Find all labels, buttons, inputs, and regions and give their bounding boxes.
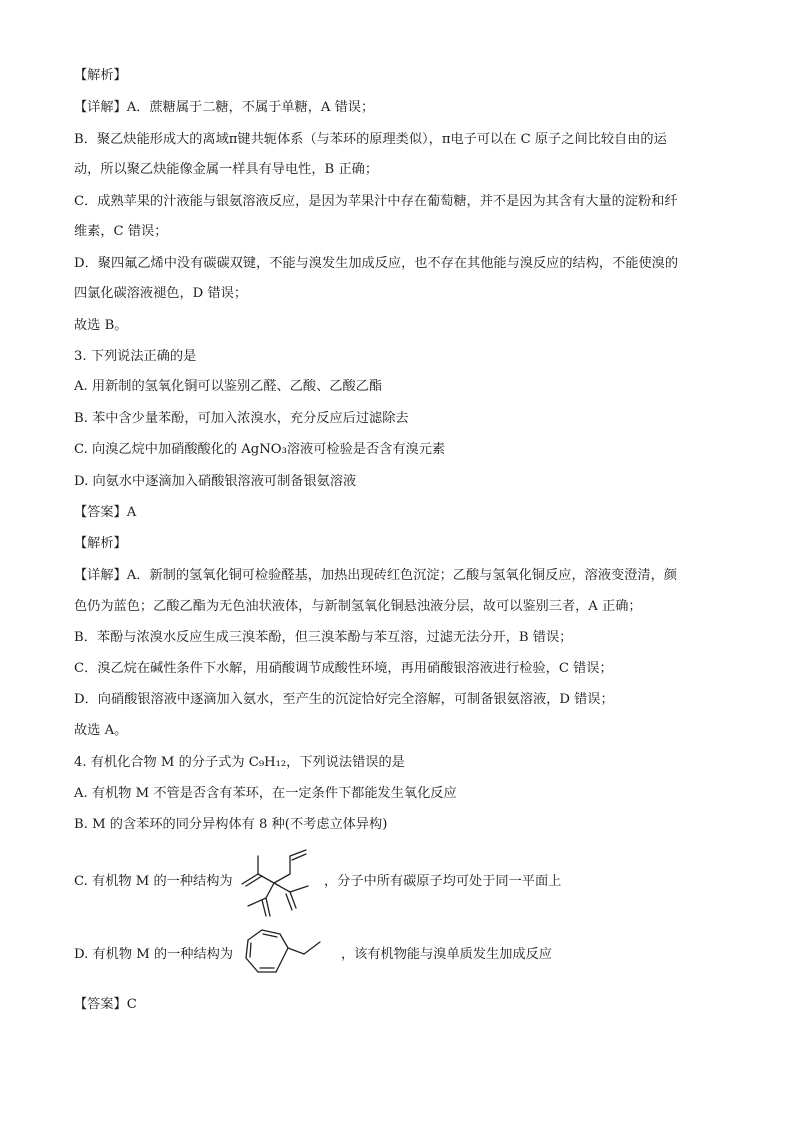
question-3-stem: 3. 下列说法正确的是 [74, 349, 197, 364]
conclusion-line: 故选 B。 [74, 318, 128, 333]
question-4-option-d-prefix: D. 有机物 M 的一种结构为 [74, 947, 234, 962]
explanation-line: 四氯化碳溶液褪色，D 错误； [74, 286, 248, 301]
question-4-option-b: B. M 的含苯环的同分异构体有 8 种(不考虑立体异构) [74, 817, 388, 832]
explanation-line: 维素，C 错误； [74, 224, 168, 239]
explanation-line: D．聚四氟乙烯中没有碳碳双键，不能与溴发生加成反应，也不存在其他能与溴反应的结构，不能使溴的 [74, 256, 679, 271]
explanation-line: 【详解】A．新制的氢氧化铜可检验醛基，加热出现砖红色沉淀；乙酸与氢氧化铜反应，溶液变澄清，颜 [74, 568, 677, 583]
question-3-option-d: D. 向氨水中逐滴加入硝酸银溶液可制备银氨溶液 [74, 474, 357, 489]
section-analysis-heading: 【解析】 [74, 536, 127, 551]
section-analysis-heading: 【解析】 [74, 68, 127, 83]
explanation-line: 动，所以聚乙炔能像金属一样具有导电性，B 正确； [74, 162, 379, 177]
tetravinylmethane-structure [236, 848, 312, 918]
question-3-option-a: A. 用新制的氢氧化铜可以鉴别乙醛、乙酸、乙酸乙酯 [74, 379, 383, 394]
explanation-line: B．苯酚与浓溴水反应生成三溴苯酚，但三溴苯酚与苯互溶，过滤无法分开，B 错误； [74, 630, 573, 645]
explanation-line: 【详解】A．蔗糖属于二糖，不属于单糖，A 错误； [74, 100, 375, 115]
conclusion-line: 故选 A。 [74, 723, 128, 738]
question-4-option-c-prefix: C. 有机物 M 的一种结构为 [74, 874, 233, 889]
answer-line: 【答案】C [74, 997, 137, 1012]
explanation-line: 色仍为蓝色；乙酸乙酯为无色油状液体，与新制氢氧化铜悬浊液分层，故可以鉴别三者，A 正确； [74, 599, 642, 614]
explanation-line: C．成熟苹果的汁液能与银氨溶液反应，是因为苹果汁中存在葡萄糖，并不是因为其含有大量的淀粉和纤 [74, 194, 678, 209]
tetravinylmethane-structure-drawing [236, 848, 312, 918]
question-4-option-a: A. 有机物 M 不管是否含有苯环，在一定条件下都能发生氧化反应 [74, 786, 457, 801]
ethylcycloheptatriene-structure-drawing [236, 924, 340, 982]
answer-line: 【答案】A [74, 505, 137, 520]
question-4-stem: 4. 有机化合物 M 的分子式为 C₉H₁₂，下列说法错误的是 [74, 755, 405, 770]
explanation-line: D．向硝酸银溶液中逐滴加入氨水，至产生的沉淀恰好完全溶解，可制备银氨溶液，D 错误； [74, 692, 614, 707]
ethylcycloheptatriene-structure [236, 924, 340, 982]
question-3-option-c: C. 向溴乙烷中加硝酸酸化的 AgNO₃溶液可检验是否含有溴元素 [74, 442, 446, 457]
question-4-option-d-suffix: ，该有机物能与溴单质发生加成反应 [341, 947, 552, 962]
question-3-option-b: B. 苯中含少量苯酚，可加入浓溴水，充分反应后过滤除去 [74, 411, 409, 426]
explanation-line: C．溴乙烷在碱性条件下水解，用硝酸调节成酸性环境，再用硝酸银溶液进行检验，C 错误； [74, 661, 613, 676]
question-4-option-c-suffix: ，分子中所有碳原子均可处于同一平面上 [324, 874, 562, 889]
explanation-line: B．聚乙炔能形成大的离域π键共轭体系（与苯环的原理类似），π电子可以在 C 原子之间比较自由的运 [74, 132, 667, 147]
